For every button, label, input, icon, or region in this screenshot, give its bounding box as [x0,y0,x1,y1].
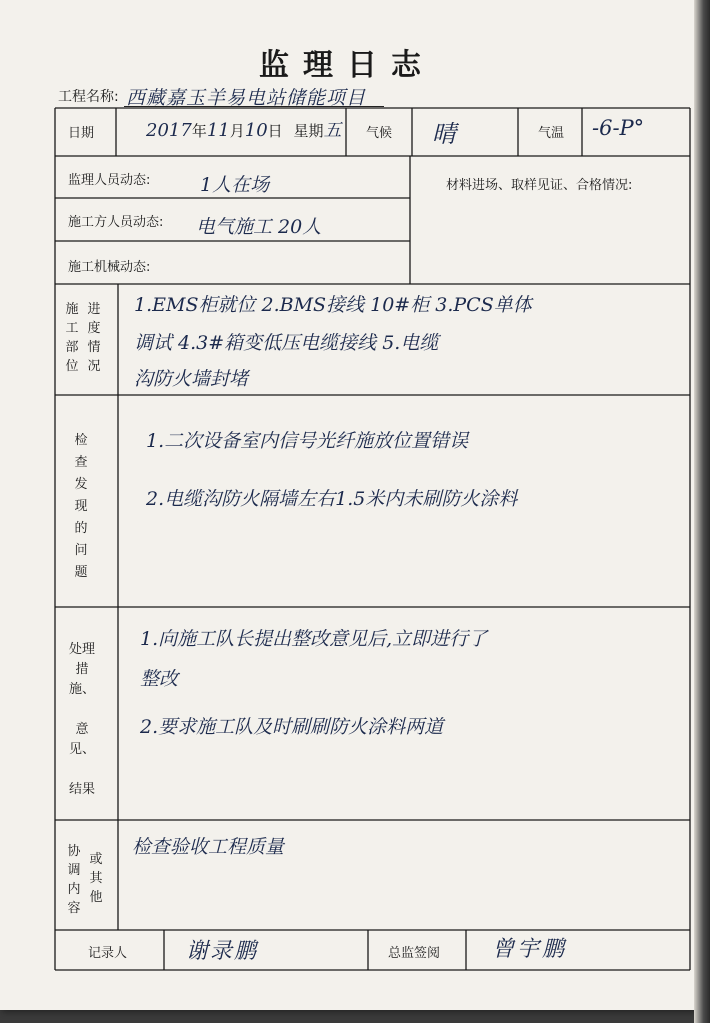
progress-line-3: 沟防火墙封堵 [134,368,249,390]
progress-label-left: 施工部位 [65,302,79,374]
page-title: 监理日志 [259,48,435,83]
progress-line-2: 调试 4.3#箱变低压电缆接线 5.电缆 [134,332,439,354]
temperature-value: -6-P° [592,116,645,140]
issues-line-1: 1.二次设备室内信号光纤施放位置错误 [146,430,469,452]
project-name-label: 工程名称: [58,89,119,105]
measures-label-line-3: 结果 [68,782,95,797]
measures-line-2: 整改 [140,668,179,690]
recorder-label: 记录人 [88,946,128,961]
project-name-value: 西藏嘉玉羊易电站储能项目 [126,87,367,109]
coordination-label-left: 协调内容 [67,844,81,916]
measures-label-line-1: 处理措施、 [68,642,95,697]
weather-value: 晴 [432,120,456,148]
measures-label-line-2: 意见、 [68,722,95,757]
weekday-value: 五 [323,120,342,141]
machinery-status-label: 施工机械动态: [68,260,151,275]
progress-line-1: 1.EMS柜就位 2.BMS接线 10#柜 3.PCS单体 [134,294,532,316]
temperature-label: 气温 [538,126,565,141]
book-edge [694,0,710,1023]
date-value [146,116,341,142]
date-month-suffix: 月 [229,122,245,140]
progress-label-right: 进度情况 [87,302,101,374]
supervisor-status-label: 监理人员动态: [68,173,151,188]
date-day-suffix: 日 [267,122,283,140]
date-year-suffix: 年 [191,122,207,140]
weather-label: 气候 [366,126,393,141]
supervisor-status-value: 1人在场 [200,174,270,196]
recorder-signature: 谢录鹏 [186,939,259,964]
contractor-status-value: 电气施工 20人 [196,216,322,238]
chief-review-label: 总监签阅 [388,946,441,961]
measures-line-1: 1.向施工队长提出整改意见后,立即进行了 [140,628,488,650]
issues-label: 检查发现的问题 [74,433,88,580]
issues-line-2: 2.电缆沟防火隔墙左右1.5米内未刷防火涂料 [146,488,518,510]
measures-line-3: 2.要求施工队及时刷刷防火涂料两道 [140,716,444,738]
date-day: 10 [244,120,268,141]
date-label: 日期 [68,126,95,141]
coordination-value: 检查验收工程质量 [132,836,285,858]
date-year: 2017 [146,120,192,141]
chief-signature: 曾宇鹏 [492,937,568,962]
weekday-label: 星期 [293,122,324,140]
date-month: 11 [206,120,230,141]
contractor-status-label: 施工方人员动态: [68,215,164,230]
coordination-label-right: 或其他 [89,852,103,905]
measures-label [68,640,96,800]
materials-label: 材料进场、取样见证、合格情况: [446,178,633,193]
project-underline [124,106,384,107]
